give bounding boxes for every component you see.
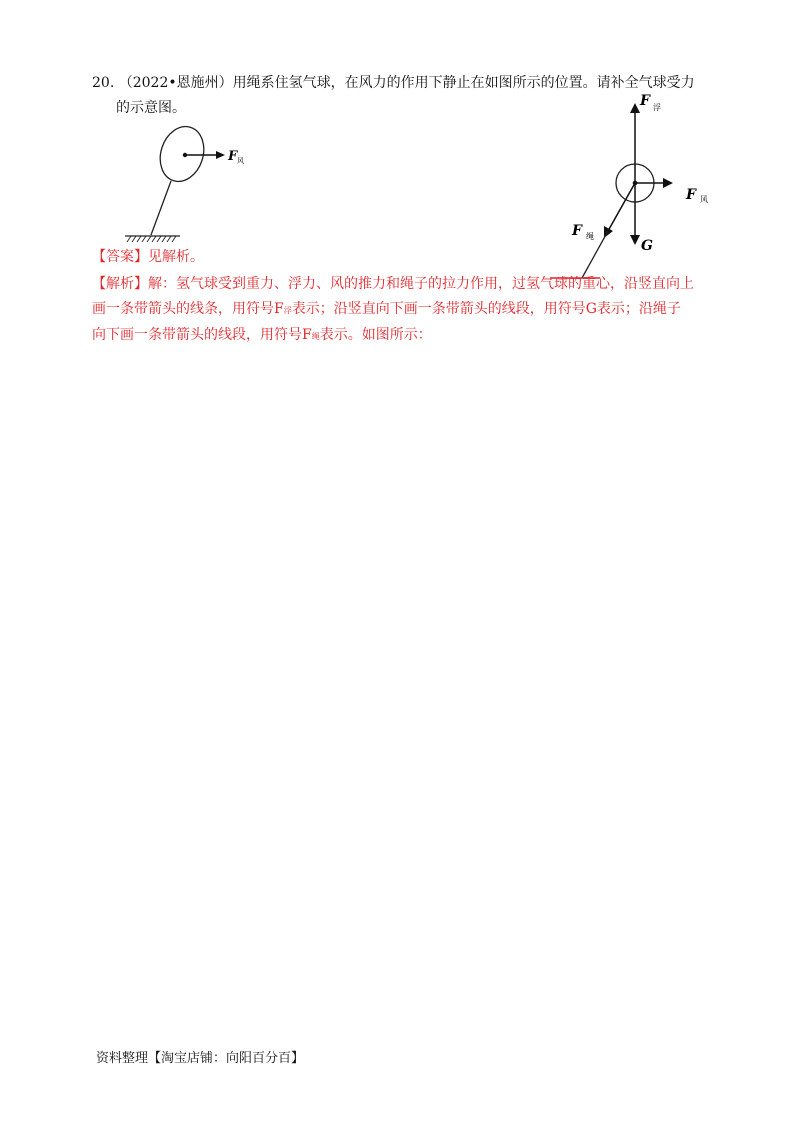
- wind-force-label: F: [228, 149, 238, 164]
- answer-text: 见解析。: [148, 249, 204, 265]
- rope-force-arrow: [608, 183, 635, 231]
- answer-line: [92, 246, 204, 266]
- wind-arrow-head: [216, 151, 225, 159]
- gravity-label: G: [641, 238, 653, 254]
- question-number: 20.: [92, 75, 115, 91]
- float-force-sub: 浮: [653, 103, 661, 112]
- explanation-line-1: [92, 274, 694, 294]
- gravity-arrow-head: [630, 235, 640, 245]
- explanation-line-2: [92, 299, 681, 321]
- rope-force-label: F: [572, 223, 582, 239]
- rope-line: [151, 181, 171, 235]
- float-force-label: F: [640, 93, 650, 109]
- balloon-figure-left: [115, 120, 265, 245]
- explanation-text-3b: 表示。如图所示：: [319, 327, 432, 343]
- balloon-figure-right: [540, 88, 740, 278]
- wind-force-sub: 风: [237, 157, 244, 165]
- ground-hatch: [127, 236, 176, 242]
- explanation-sub-rope: 绳: [311, 332, 320, 341]
- question-source: （2022•恩施州）: [118, 75, 233, 91]
- float-arrow-head: [630, 103, 640, 113]
- question-text-1: 用绳系住氢气球，在风力的作用下静止在如图所示的位置。请补全气球受力: [232, 75, 695, 91]
- explanation-text-2b: 表示；沿竖直向下画一条带箭头的线段，用符号G表示；沿绳子: [291, 301, 681, 317]
- wind-force-label-right: F: [686, 187, 696, 203]
- wind-arrow-head-right: [663, 178, 673, 188]
- wind-force-sub-right: 风: [700, 195, 708, 204]
- explanation-sub-float: 浮: [283, 306, 292, 315]
- explanation-tag: 【解析】: [92, 276, 148, 292]
- explanation-text-2a: 画一条带箭头的线条，用符号F: [92, 301, 284, 317]
- explanation-text-1: 解：氢气球受到重力、浮力、风的推力和绳子的拉力作用，过氢气球的重心，沿竖直向上: [148, 276, 694, 292]
- question-line-2: 的示意图。: [116, 100, 186, 116]
- rope-force-sub: 绳: [586, 232, 594, 241]
- footer-text-a: 资料整理: [96, 1051, 149, 1066]
- explanation-text-3a: 向下画一条带箭头的线段，用符号F: [92, 327, 312, 343]
- balloon-outline: [153, 121, 210, 187]
- footer-text-b: 【淘宝店铺：向阳百分百】: [148, 1051, 305, 1066]
- explanation-line-3: [92, 325, 432, 347]
- footer: [96, 1047, 304, 1066]
- answer-tag: 【答案】: [92, 249, 148, 265]
